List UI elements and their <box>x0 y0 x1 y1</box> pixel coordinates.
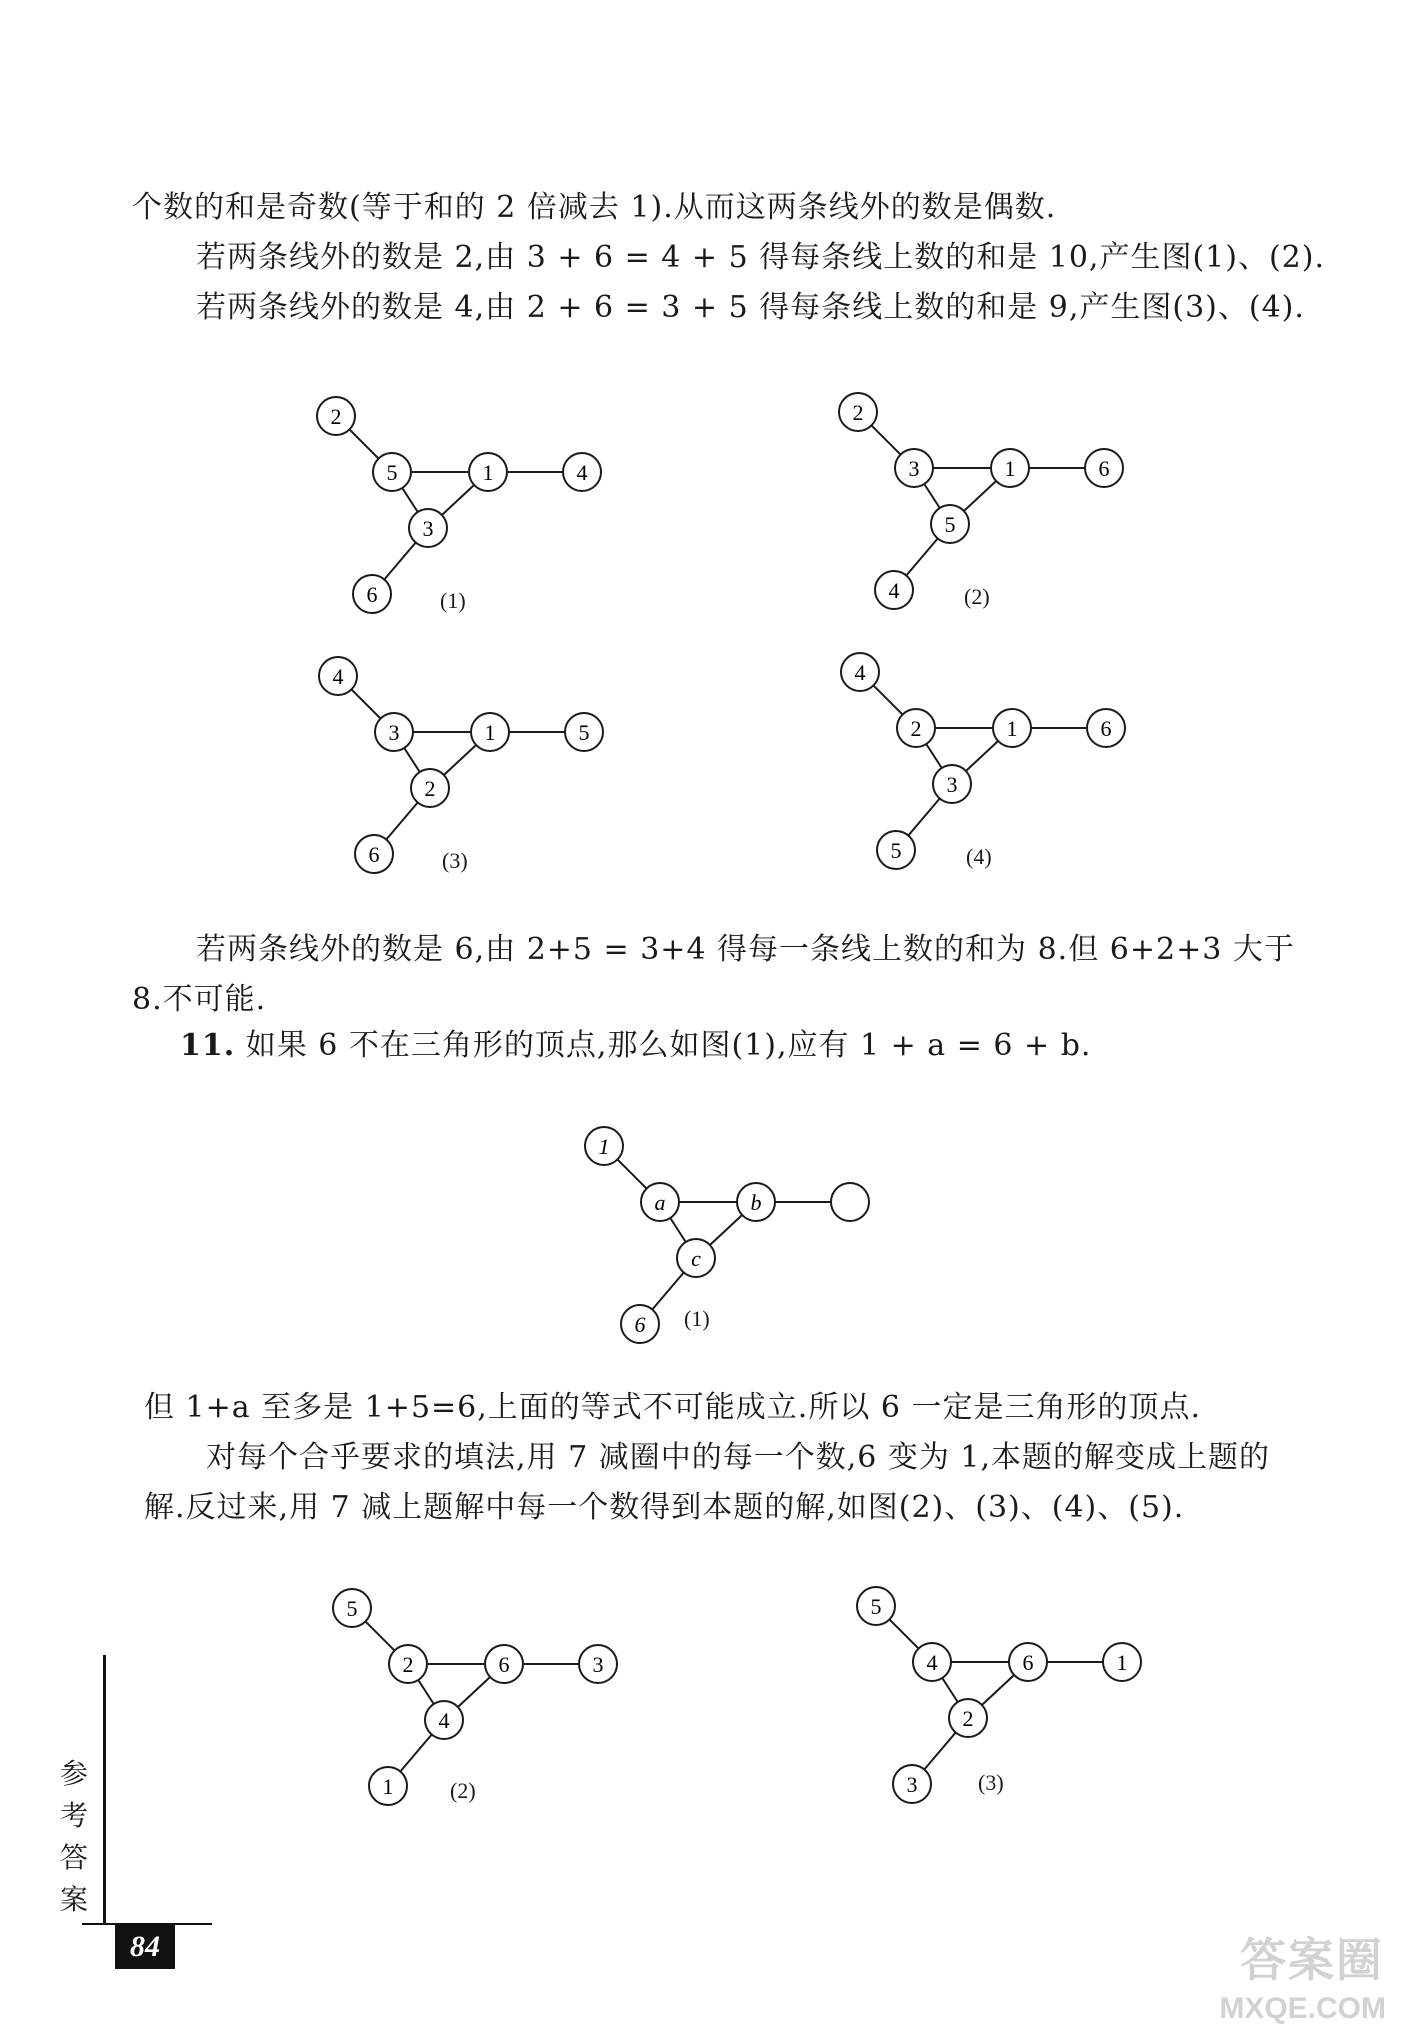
sidebar-char-4: 案 <box>60 1883 89 1916</box>
graph-node-label: 3 <box>422 516 434 541</box>
graph-node-label: 3 <box>908 456 920 481</box>
graph-node-label: 1 <box>484 720 496 745</box>
graph-edge <box>404 748 419 772</box>
graph-node-label: 5 <box>890 838 902 863</box>
graph-edge <box>444 745 476 775</box>
graph-node-label: 4 <box>332 664 344 689</box>
graph-node-label: 6 <box>1098 456 1110 481</box>
text-line-4: 若两条线外的数是 6,由 2+5 = 3+4 得每一条线上数的和为 8.但 6+2+3 大于 <box>196 932 1295 967</box>
graph-node-label: 6 <box>634 1312 646 1337</box>
sidebar-char-2: 考 <box>60 1799 89 1832</box>
text-line-9: 解.反过来,用 7 减上题解中每一个数得到本题的解,如图(2)、(3)、(4)、(5). <box>144 1490 1185 1525</box>
graph-node-label: 1 <box>1004 456 1016 481</box>
problem-text: 如果 6 不在三角形的顶点,那么如图(1),应有 1 + a = 6 + b. <box>245 1028 1092 1063</box>
graph-node-label: 6 <box>1022 1650 1034 1675</box>
page-number: 84 <box>115 1925 175 1969</box>
graph-node-label: 5 <box>578 720 590 745</box>
text-line-7: 但 1+a 至多是 1+5=6,上面的等式不可能成立.所以 6 一定是三角形的顶点. <box>144 1390 1202 1425</box>
caption-top-4: (4) <box>966 844 992 869</box>
caption-top-1: (1) <box>440 588 466 613</box>
graph-node-label: 4 <box>576 460 588 485</box>
text-line-2: 若两条线外的数是 2,由 3 + 6 = 4 + 5 得每条线上数的和是 10,产生图(1)、(2). <box>196 240 1325 275</box>
text-line-6 <box>180 1020 1091 1064</box>
sidebar-char-3: 答 <box>60 1841 89 1874</box>
graph-edge <box>710 1215 742 1245</box>
sidebar-char-1: 参 <box>60 1757 89 1790</box>
graph-node-label: 1 <box>1116 1650 1128 1675</box>
graph-node-label: 4 <box>854 660 866 685</box>
graph-node-label: c <box>691 1246 701 1271</box>
graph-edge <box>349 429 378 458</box>
graph-node-label: 2 <box>402 1652 414 1677</box>
problem-number: 11. <box>180 1028 236 1063</box>
graph-node-label: 3 <box>906 1772 918 1797</box>
graph-edge <box>964 481 996 511</box>
graph-node-label: 1 <box>482 460 494 485</box>
caption-top-2: (2) <box>964 584 990 609</box>
graph-node-label: 2 <box>962 1706 974 1731</box>
graph-edge <box>873 685 902 714</box>
graph-edge <box>617 1159 646 1188</box>
graph-edge <box>458 1677 490 1707</box>
graph-node-label: 3 <box>388 720 400 745</box>
caption-top-3: (3) <box>442 848 468 873</box>
graph-node-label: 6 <box>368 842 380 867</box>
graph-edge <box>442 485 474 515</box>
caption-mid-1: (1) <box>684 1306 710 1331</box>
graph-edge <box>402 488 417 512</box>
figure-mid-1 <box>568 1110 888 1360</box>
text-line-5: 8.不可能. <box>132 982 267 1017</box>
graph-edge <box>871 425 900 454</box>
graph-node-label: a <box>654 1190 666 1215</box>
caption-bottom-2: (2) <box>450 1778 476 1803</box>
graph-node-label: 6 <box>498 1652 510 1677</box>
graph-node-label: 5 <box>386 460 398 485</box>
graph-node-label: 5 <box>346 1596 358 1621</box>
graph-edge <box>966 741 998 771</box>
graph-edge <box>400 1734 431 1771</box>
graph-edge <box>906 538 937 575</box>
graph-edge <box>652 1272 683 1309</box>
graph-node-label: 2 <box>424 776 436 801</box>
graph-edge <box>908 798 939 835</box>
text-line-8: 对每个合乎要求的填法,用 7 减圈中的每一个数,6 变为 1,本题的解变成上题的 <box>206 1440 1271 1475</box>
graph-node-label: 4 <box>438 1708 450 1733</box>
graph-node-label: 5 <box>944 512 956 537</box>
watermark-logo: 答案圈 <box>1240 1933 1384 1987</box>
figure-bottom-2 <box>316 1572 636 1822</box>
graph-node-circle <box>831 1183 869 1221</box>
graph-edge <box>924 484 939 508</box>
graph-node-label: 3 <box>946 772 958 797</box>
graph-edge <box>889 1619 918 1648</box>
graph-edge <box>384 542 415 579</box>
graph-edge <box>386 802 417 839</box>
text-line-3: 若两条线外的数是 4,由 2 + 6 = 3 + 5 得每条线上数的和是 9,产生图(3)、(4). <box>196 290 1305 325</box>
graph-node-label: 2 <box>852 400 864 425</box>
watermark-url: MXQE.COM <box>1219 1992 1386 2025</box>
graph-edge <box>670 1218 685 1242</box>
graph-node-label: 4 <box>926 1650 938 1675</box>
graph-node-label: b <box>750 1190 762 1215</box>
graph-node-label: 2 <box>910 716 922 741</box>
graph-node-label: 1 <box>1006 716 1018 741</box>
graph-edge <box>926 744 941 768</box>
text-line-1: 个数的和是奇数(等于和的 2 倍减去 1).从而这两条线外的数是偶数. <box>132 190 1057 225</box>
graph-node-label: 6 <box>1100 716 1112 741</box>
sidebar-rule <box>103 1655 106 1925</box>
caption-bottom-3: (3) <box>978 1770 1004 1795</box>
graph-edge <box>924 1732 955 1769</box>
graph-node-label: 1 <box>598 1134 610 1159</box>
graph-edge <box>942 1678 957 1702</box>
graph-edge <box>365 1621 394 1650</box>
graph-edge <box>351 689 380 718</box>
graph-node-label: 1 <box>382 1774 394 1799</box>
graph-edge <box>418 1680 433 1704</box>
graph-node-label: 6 <box>366 582 378 607</box>
graph-edge <box>982 1675 1014 1705</box>
graph-node-label: 5 <box>870 1594 882 1619</box>
graph-node-label: 2 <box>330 404 342 429</box>
graph-node-label: 3 <box>592 1652 604 1677</box>
graph-node-label: 4 <box>888 578 900 603</box>
